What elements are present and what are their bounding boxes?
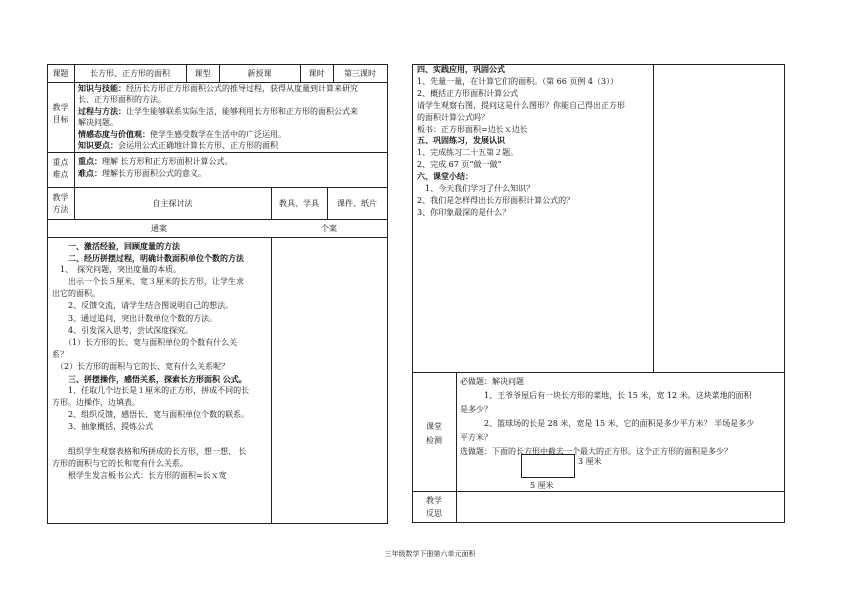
text-line: （1）长方形的长、宽与面积单位的个数有什么关 <box>52 337 238 347</box>
rectangle-figure <box>521 454 575 478</box>
bold-text: 情感态度与价值观： <box>78 128 150 139</box>
text: 长、正方形面积的方法。 <box>78 95 166 105</box>
individual-plan-header: 个案 <box>321 224 337 233</box>
text-line: 请学生观察右图，提问这是什么图形？你能自己得出正方形 <box>417 100 625 110</box>
text: 经历长方形正方形面积公式的推导过程，获得从度量到计算来研究 <box>126 84 358 93</box>
text-line: 3、你印象最深的是什么？ <box>417 207 511 217</box>
section-heading: 四、实践应用，巩固公式 <box>417 64 505 74</box>
text: 会运用公式正确地计算长方形、正方形的面积 <box>118 141 278 151</box>
figure-width-label: 5 厘米 <box>530 481 554 490</box>
text-line: 2、篮球场的长是 28 米，宽是 15 米，它的面积是多少平方米？ 半场是多少 <box>460 419 755 428</box>
goals-label: 教学 目标 <box>52 103 69 124</box>
lesson-type-value: 新授课 <box>247 69 272 78</box>
text: 理解长方形面积公式的意义。 <box>102 168 206 178</box>
text-line: 必做题：解决问题 <box>460 377 524 386</box>
text-line: 的面积计算公式吗？ <box>417 112 489 122</box>
page-footer: 三年级数学下册第六单元面积 <box>384 550 476 558</box>
class-check-label: 课堂 检测 <box>426 422 442 445</box>
text-line: 1、任取几个边长是１厘米的正方形，拼成不同的长 <box>52 386 250 396</box>
text-line: 2、反馈交流，请学生结合图说明自己的想法。 <box>52 301 234 311</box>
text-line: 1、完成练习二十五第２题。 <box>417 148 519 158</box>
figure-height-label: 3 厘米 <box>578 457 602 466</box>
text-line: 2、概括正方形面积计算公式 <box>417 88 519 98</box>
text-line: 3、通过追问，突出计数单位个数的方法。 <box>52 313 218 323</box>
period-label: 课时 <box>308 69 325 78</box>
text-line: 出它的面积。 <box>52 289 100 299</box>
bold-text: 过程与方法： <box>78 105 126 116</box>
text-line: 根学生发言板书公式：长方形的面积=长ｘ宽 <box>52 470 227 480</box>
section-heading: 五、巩固练习，发展认识 <box>417 135 505 146</box>
text: 解决问题。 <box>78 118 118 128</box>
text-line: 2、完成 67 页“做一做” <box>417 160 502 170</box>
period-value: 第三课时 <box>344 69 376 78</box>
text-line: 组织学生观察表格和所拼成的长方形，想一想、 长 <box>52 446 247 456</box>
text-line: 系？ <box>52 349 68 359</box>
section-heading: 六、课堂小结： <box>417 171 473 182</box>
text-line: 2、组织反馈，感悟长、宽与面积单位个数的联系。 <box>52 410 250 420</box>
section-heading: 一、激活经验，回顾度量的方法 <box>52 241 180 251</box>
bold-text: 知识与技能： <box>78 83 126 93</box>
lesson-type-label: 课型 <box>194 69 211 78</box>
text-line: 方形的面积与它的长和宽有什么关系。 <box>52 458 188 468</box>
section-heading: 二、经历拼摆过程，明确计数面积单位个数的方法 <box>52 253 244 264</box>
text-line: 4、引发深入思考，尝试深度探究。 <box>52 325 194 335</box>
text-line: 是多少？ <box>460 405 492 414</box>
text-line: （2）长方形的面积与它的长、宽有什么关系呢？ <box>52 361 230 371</box>
text-line: 2、我们是怎样得出长方形面积计算公式的？ <box>417 195 575 205</box>
bold-text: 重点： <box>78 156 102 166</box>
text-line: 1、王爷爷屋后有一块长方形的菜地，长 15 米，宽 12 米。这块菜地的面积 <box>460 391 752 400</box>
text-line: 平方米？ <box>460 433 492 442</box>
text-line: 1、先量一量，在计算它们的面积。（第 66 页例 4（3）） <box>417 76 619 86</box>
method-tools: 教具、学具 <box>279 199 319 208</box>
text-line: 出示一个长５厘米、宽３厘米的长方形，让学生求 <box>52 277 244 287</box>
class-check-content <box>460 375 754 459</box>
keypoints-label: 重点 难点 <box>52 158 69 179</box>
text-line: 选做题：下面的长方形中截去一个最大的正方形。这个正方形的面积是多少？ <box>460 447 732 456</box>
text-line: 3、抽象概括，提炼公式 <box>52 422 154 432</box>
method-approach: 自主探讨法 <box>152 199 193 208</box>
text-line: 1、今天我们学习了什么知识？ <box>417 184 535 194</box>
subject-value: 长方形、正方形的面积 <box>90 69 170 78</box>
practice-content <box>417 64 625 219</box>
subject-label: 课题 <box>52 69 69 78</box>
method-courseware: 课件、纸片 <box>337 199 377 208</box>
text: 理解 长方形和正方形面积计算公式。 <box>102 157 233 166</box>
bold-text: 难点： <box>78 167 102 178</box>
text: 使学生感受数学在生活中的广泛运用。 <box>150 129 286 139</box>
text-line: 方形。边操作，边填表。 <box>52 398 140 408</box>
text: 让学生能够联系实际生活，能够利用长方形和正方形的面积公式来 <box>126 106 358 116</box>
common-plan-header: 通案 <box>151 224 167 233</box>
text-line: 1、 探究问题，突出度量的本质。 <box>52 265 182 275</box>
bold-text: 知识要点： <box>78 140 118 151</box>
method-label: 教学 方法 <box>52 193 69 214</box>
section-heading: 三、拼摆操作，感悟关系，探索长方形面积 公式。 <box>52 374 247 385</box>
reflection-label: 教学 反思 <box>426 496 442 518</box>
text-line: 板书：正方形面积=边长ｘ边长 <box>417 124 528 134</box>
